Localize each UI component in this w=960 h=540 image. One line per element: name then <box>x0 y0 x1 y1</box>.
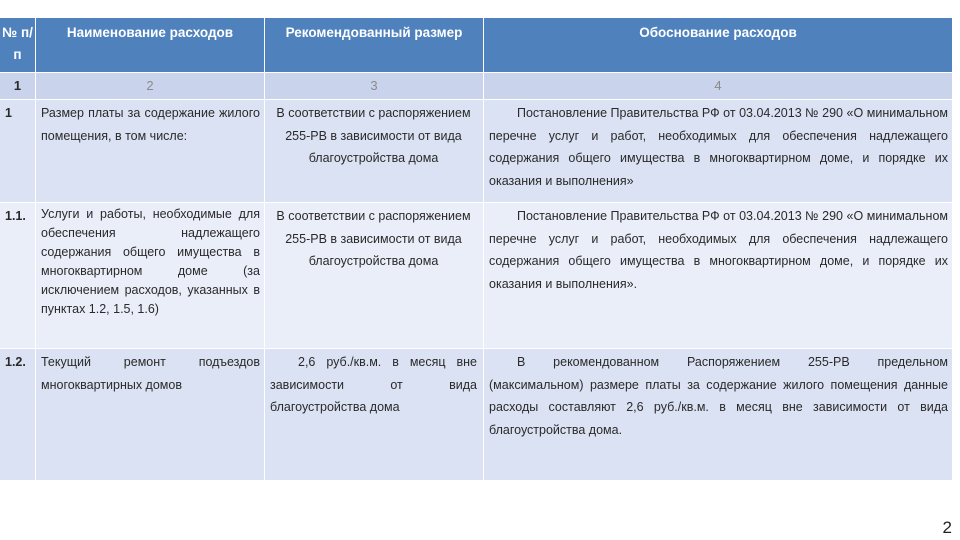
recommended-size: 2,6 руб./кв.м. в месяц вне зависимости от вида благоустройства дома <box>265 349 484 481</box>
table-row <box>0 349 953 481</box>
expense-name: Текущий ремонт подъездов многоквартирных домов <box>36 349 265 481</box>
recommended-size: В соответствии с распоряжением 255-РВ в зависимости от вида благоустройства дома <box>265 203 484 349</box>
header-col-number: № п/п <box>0 18 36 73</box>
expense-name: Размер платы за содержание жилого помещения, в том числе: <box>36 100 265 203</box>
row-number: 1 <box>0 100 36 203</box>
table-row <box>0 203 953 349</box>
header-col-size: Рекомендованный размер <box>265 18 484 73</box>
expense-justification: Постановление Правительства РФ от 03.04.2013 № 290 «О минимальном перечне услуг и работ, необходимых для обеспечения надлежащего содержания общего имущества в многоквартирном доме, и порядке их оказания и выполнения» <box>484 100 953 203</box>
expense-name: Услуги и работы, необходимые для обеспечения надлежащего содержания общего имущества в многоквартирном доме (за исключением расходов, указанных в пунктах 1.2, 1.5, 1.6) <box>36 203 265 349</box>
expense-justification: В рекомендованном Распоряжением 255-РВ предельном (максимальном) размере платы за содержание жилого помещения данные расходы составляют 2,6 руб./кв.м. в месяц вне зависимости от вида благоустройства дома. <box>484 349 953 481</box>
page-number: 2 <box>942 518 952 537</box>
column-number-4: 4 <box>484 73 953 100</box>
header-col-name: Наименование расходов <box>36 18 265 73</box>
column-number-1: 1 <box>0 73 36 100</box>
row-number: 1.2. <box>0 349 36 481</box>
table-row <box>0 100 953 203</box>
column-numbering-row <box>0 73 953 100</box>
header-col-reason: Обоснование расходов <box>484 18 953 73</box>
row-number: 1.1. <box>0 203 36 349</box>
expense-justification: Постановление Правительства РФ от 03.04.2013 № 290 «О минимальном перечне услуг и работ, необходимых для обеспечения надлежащего содержания общего имущества в многоквартирном доме, и порядке их оказания и выполнения». <box>484 203 953 349</box>
recommended-size: В соответствии с распоряжением 255-РВ в зависимости от вида благоустройства дома <box>265 100 484 203</box>
column-number-2: 2 <box>36 73 265 100</box>
table-header-row <box>0 18 953 73</box>
expenses-table <box>0 18 953 481</box>
column-number-3: 3 <box>265 73 484 100</box>
